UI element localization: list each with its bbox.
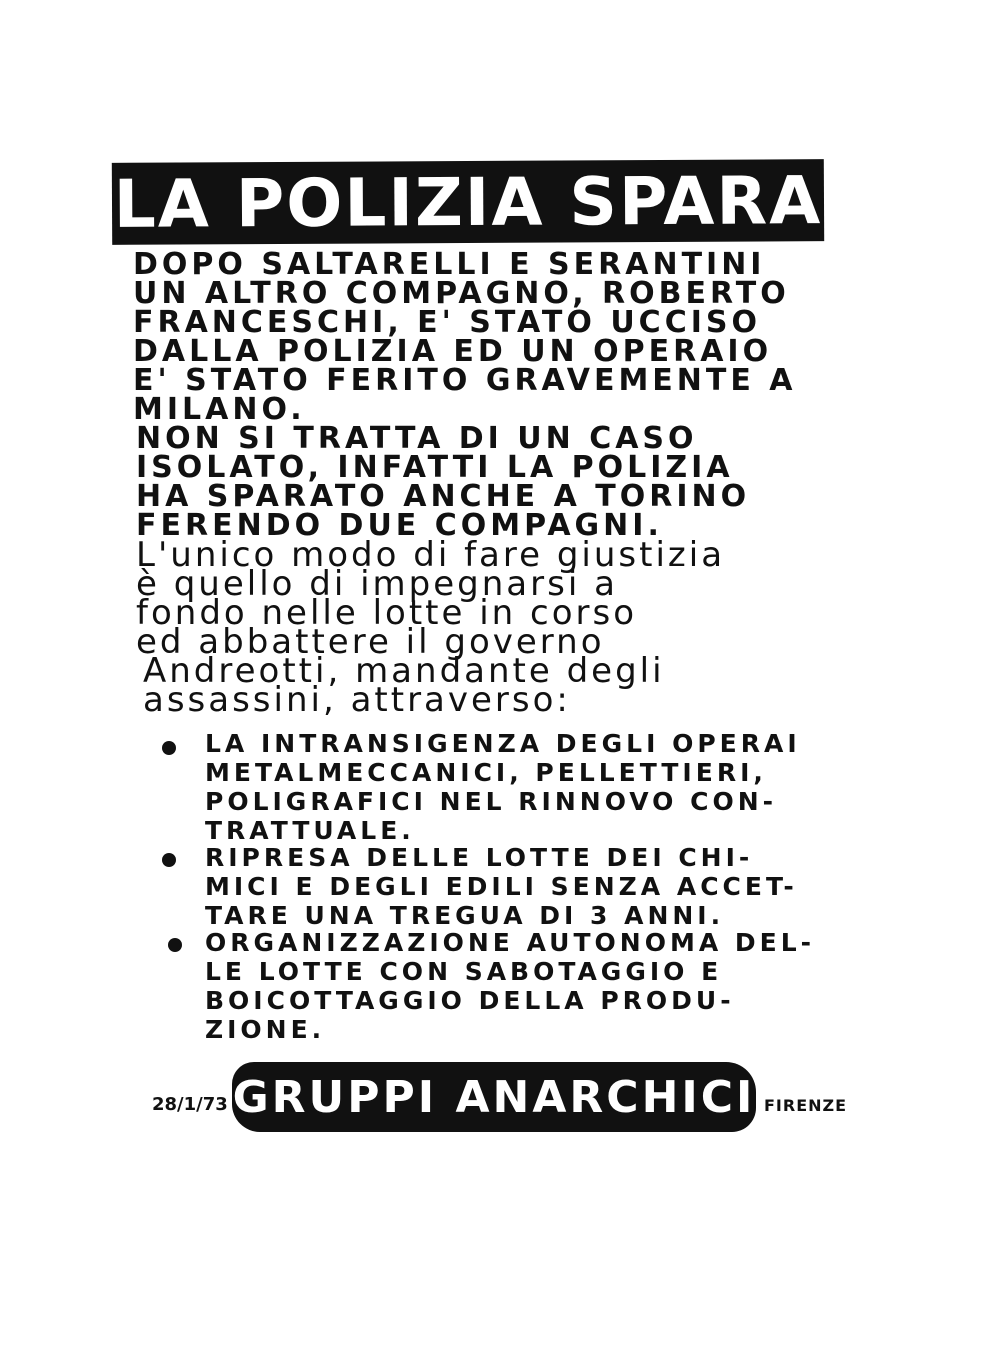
body-line: DALLA POLIZIA ED UN OPERAIO xyxy=(133,334,773,369)
body-line: fondo nelle lotte in corso xyxy=(136,593,638,633)
poster-city: FIRENZE xyxy=(764,1096,848,1115)
body-line: ed abbattere il governo xyxy=(136,622,605,662)
list-item-line: BOICOTTAGGIO DELLA PRODU- xyxy=(205,986,735,1015)
body-line: è quello di impegnarsi a xyxy=(136,564,618,604)
list-item-line: TARE UNA TREGUA DI 3 ANNI. xyxy=(205,901,725,930)
body-line: E' STATO FERITO GRAVEMENTE A xyxy=(133,363,797,398)
body-line: NON SI TRATTA DI UN CASO xyxy=(136,421,698,456)
list-item-line: MICI E DEGLI EDILI SENZA ACCET- xyxy=(205,872,798,901)
body-line: assassini, attraverso: xyxy=(143,680,571,720)
list-item-line: METALMECCANICI, PELLETTIERI, xyxy=(205,758,767,787)
list-item-line: ORGANIZZAZIONE AUTONOMA DEL- xyxy=(205,928,816,957)
bullet-dot-icon xyxy=(162,853,176,867)
body-line: DOPO SALTARELLI E SERANTINI xyxy=(133,247,766,282)
list-item-line: LE LOTTE CON SABOTAGGIO E xyxy=(205,957,723,986)
body-line: MILANO. xyxy=(133,392,306,427)
list-item-line: POLIGRAFICI NEL RINNOVO CON- xyxy=(205,787,778,816)
body-line: FRANCESCHI, E' STATO UCCISO xyxy=(133,305,761,340)
body-line: L'unico modo di fare giustizia xyxy=(136,535,726,575)
poster-date: 28/1/73 xyxy=(152,1094,228,1115)
list-item-line: LA INTRANSIGENZA DEGLI OPERAI xyxy=(205,729,801,758)
signature: GRUPPI ANARCHICI xyxy=(232,1062,756,1132)
list-item-line: TRATTUALE. xyxy=(205,816,415,845)
body-line: Andreotti, mandante degli xyxy=(143,651,665,691)
list-item-line: RIPRESA DELLE LOTTE DEI CHI- xyxy=(205,843,754,872)
poster-title: LA POLIZIA SPARA xyxy=(112,159,824,245)
body-line: HA SPARATO ANCHE A TORINO xyxy=(136,479,751,514)
body-line: ISOLATO, INFATTI LA POLIZIA xyxy=(136,450,734,485)
list-item-line: ZIONE. xyxy=(205,1015,326,1044)
body-line: UN ALTRO COMPAGNO, ROBERTO xyxy=(133,276,790,311)
body-line: FERENDO DUE COMPAGNI. xyxy=(136,508,663,543)
bullet-dot-icon xyxy=(168,938,182,952)
bullet-dot-icon xyxy=(162,741,176,755)
